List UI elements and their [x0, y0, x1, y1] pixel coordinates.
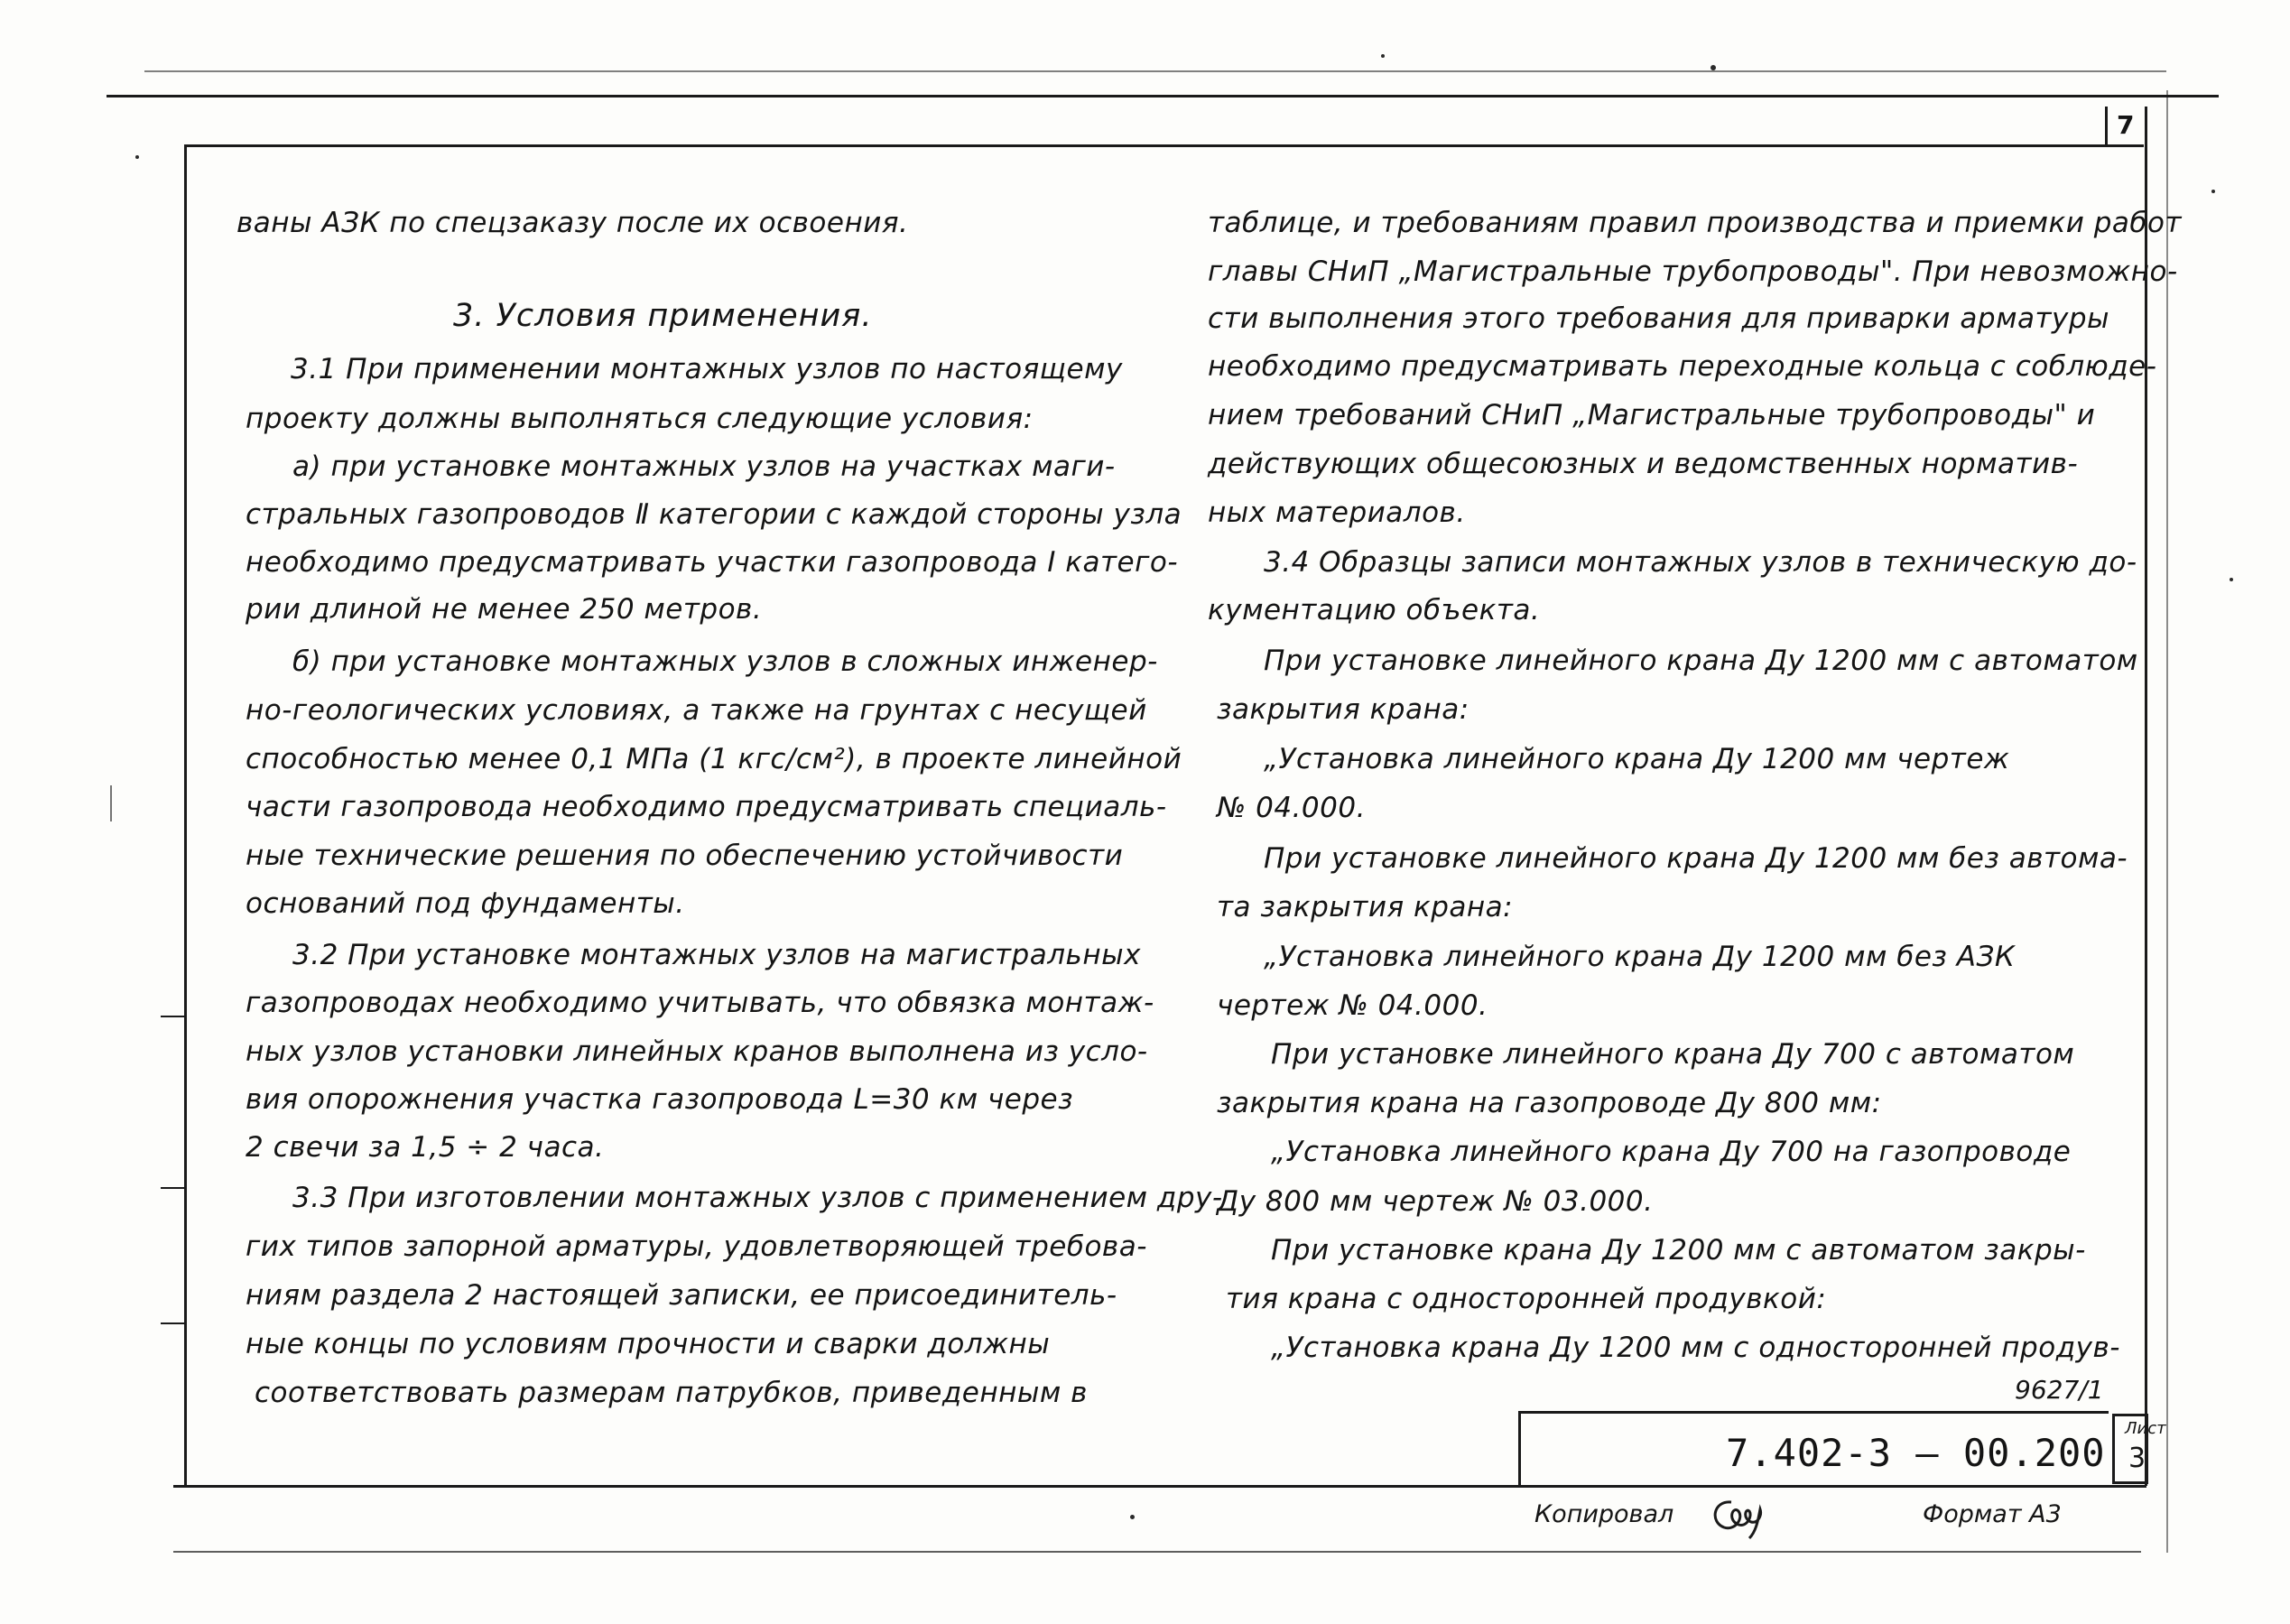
frame-top-line: [107, 95, 2219, 97]
scan-speck: [2211, 190, 2215, 193]
text-line: ниям раздела 2 настоящей записки, ее присоединитель-: [246, 1279, 1117, 1312]
scan-speck: [1130, 1515, 1135, 1519]
text-line: 3.4 Образцы записи монтажных узлов в техническую до-: [1264, 546, 2137, 579]
scan-speck: [2230, 578, 2233, 581]
frame-bottom-line: [173, 1485, 2146, 1488]
text-line: 3.1 При применении монтажных узлов по настоящему: [291, 353, 1123, 385]
text-line: оснований под фундаменты.: [246, 887, 685, 920]
text-line: закрытия крана на газопроводе Ду 800 мм:: [1217, 1087, 1882, 1119]
series-number: 9627/1: [2015, 1375, 2104, 1405]
scan-speck: [1711, 65, 1716, 70]
text-line: При установке линейного крана Ду 1200 мм с автоматом: [1264, 645, 2138, 677]
text-line: таблице, и требованиям правил производства и приемки работ: [1208, 207, 2183, 239]
scan-speck: [1381, 54, 1385, 58]
text-line: способностью менее 0,1 МПа (1 кгс/см²), в проекте линейной: [246, 743, 1182, 775]
frame-left-line: [184, 144, 187, 1488]
margin-tick: [110, 785, 112, 821]
text-line: № 04.000.: [1217, 792, 1366, 824]
format-label: Формат А3: [1923, 1500, 2062, 1528]
frame-top-thin-line: [144, 70, 2166, 72]
frame-right-line: [2145, 107, 2147, 1486]
text-line: При установке крана Ду 1200 мм с автоматом закры-: [1271, 1234, 2086, 1267]
frame-inner-top-line: [185, 144, 2144, 147]
text-line: вия опорожнения участка газопровода L=30 км через: [246, 1083, 1074, 1116]
document-code: 7.402-3 — 00.200: [1726, 1431, 2106, 1475]
text-line: рии длиной не менее 250 метров.: [246, 593, 763, 626]
frame-outer-right-line: [2166, 90, 2168, 1553]
section-heading: 3. Условия применения.: [453, 298, 873, 334]
text-line: Ду 800 мм чертеж № 03.000.: [1217, 1185, 1654, 1218]
sheet-number: 3: [2128, 1443, 2146, 1474]
margin-tick: [161, 1322, 184, 1324]
text-line: „Установка линейного крана Ду 700 на газопроводе: [1271, 1136, 2072, 1168]
scan-speck: [135, 155, 139, 159]
page-number: 7: [2117, 110, 2135, 140]
text-line: 3.2 При установке монтажных узлов на магистральных: [292, 939, 1141, 971]
text-line: ваны АЗК по спецзаказу после их освоения.: [236, 207, 909, 239]
text-line: газопроводах необходимо учитывать, что обвязка монтаж-: [246, 987, 1154, 1019]
text-line: кументацию объекта.: [1208, 594, 1541, 626]
text-line: стральных газопроводов Ⅱ категории с каждой стороны узла: [246, 498, 1182, 531]
text-line: ные концы по условиям прочности и сварки должны: [246, 1328, 1051, 1360]
text-line: „Установка линейного крана Ду 1200 мм без АЗК: [1264, 941, 2016, 973]
text-line: „Установка линейного крана Ду 1200 мм чертеж: [1264, 743, 2010, 775]
text-line: 2 свечи за 1,5 ÷ 2 часа.: [246, 1131, 605, 1164]
text-line: необходимо предусматривать переходные кольца с соблюде-: [1208, 350, 2157, 383]
text-line: главы СНиП „Магистральные трубопроводы". При невозможно-: [1208, 255, 2178, 288]
text-line: 3.3 При изготовлении монтажных узлов с применением дру-: [292, 1182, 1223, 1214]
text-line: необходимо предусматривать участки газопровода Ⅰ катего-: [246, 546, 1179, 579]
text-line: проекту должны выполняться следующие условия:: [246, 403, 1034, 435]
frame-outer-bottom-line: [173, 1551, 2141, 1553]
text-line: ных материалов.: [1208, 496, 1466, 529]
text-line: „Установка крана Ду 1200 мм с односторонней продув-: [1271, 1332, 2120, 1364]
signature-icon: [1704, 1491, 1776, 1542]
text-line: части газопровода необходимо предусматривать специаль-: [246, 791, 1167, 823]
copied-by-label: Копировал: [1534, 1500, 1674, 1528]
sheet-label: Лист: [2125, 1419, 2166, 1438]
text-line: действующих общесоюзных и ведомственных норматив-: [1208, 448, 2079, 480]
text-line: но-геологических условиях, а также на грунтах с несущей: [246, 694, 1147, 727]
text-line: закрытия крана:: [1217, 693, 1469, 726]
text-line: соответствовать размерам патрубков, приведенным в: [255, 1377, 1088, 1409]
text-line: ные технические решения по обеспечению устойчивости: [246, 840, 1124, 872]
text-line: При установке линейного крана Ду 1200 мм без автома-: [1264, 842, 2128, 875]
text-line: нием требований СНиП „Магистральные трубопроводы" и: [1208, 399, 2096, 432]
margin-tick: [161, 1187, 184, 1189]
text-line: та закрытия крана:: [1217, 891, 1514, 923]
text-line: чертеж № 04.000.: [1217, 989, 1488, 1022]
text-line: ных узлов установки линейных кранов выполнена из усло-: [246, 1035, 1148, 1068]
text-line: б) при установке монтажных узлов в сложных инженер-: [292, 645, 1158, 678]
text-line: сти выполнения этого требования для приварки арматуры: [1208, 302, 2110, 335]
text-line: а) при установке монтажных узлов на участках маги-: [292, 450, 1116, 483]
text-line: гих типов запорной арматуры, удовлетворяющей требова-: [246, 1230, 1147, 1263]
margin-tick: [161, 1016, 184, 1017]
text-line: При установке линейного крана Ду 700 с автоматом: [1271, 1038, 2075, 1071]
text-line: тия крана с односторонней продувкой:: [1226, 1283, 1827, 1315]
